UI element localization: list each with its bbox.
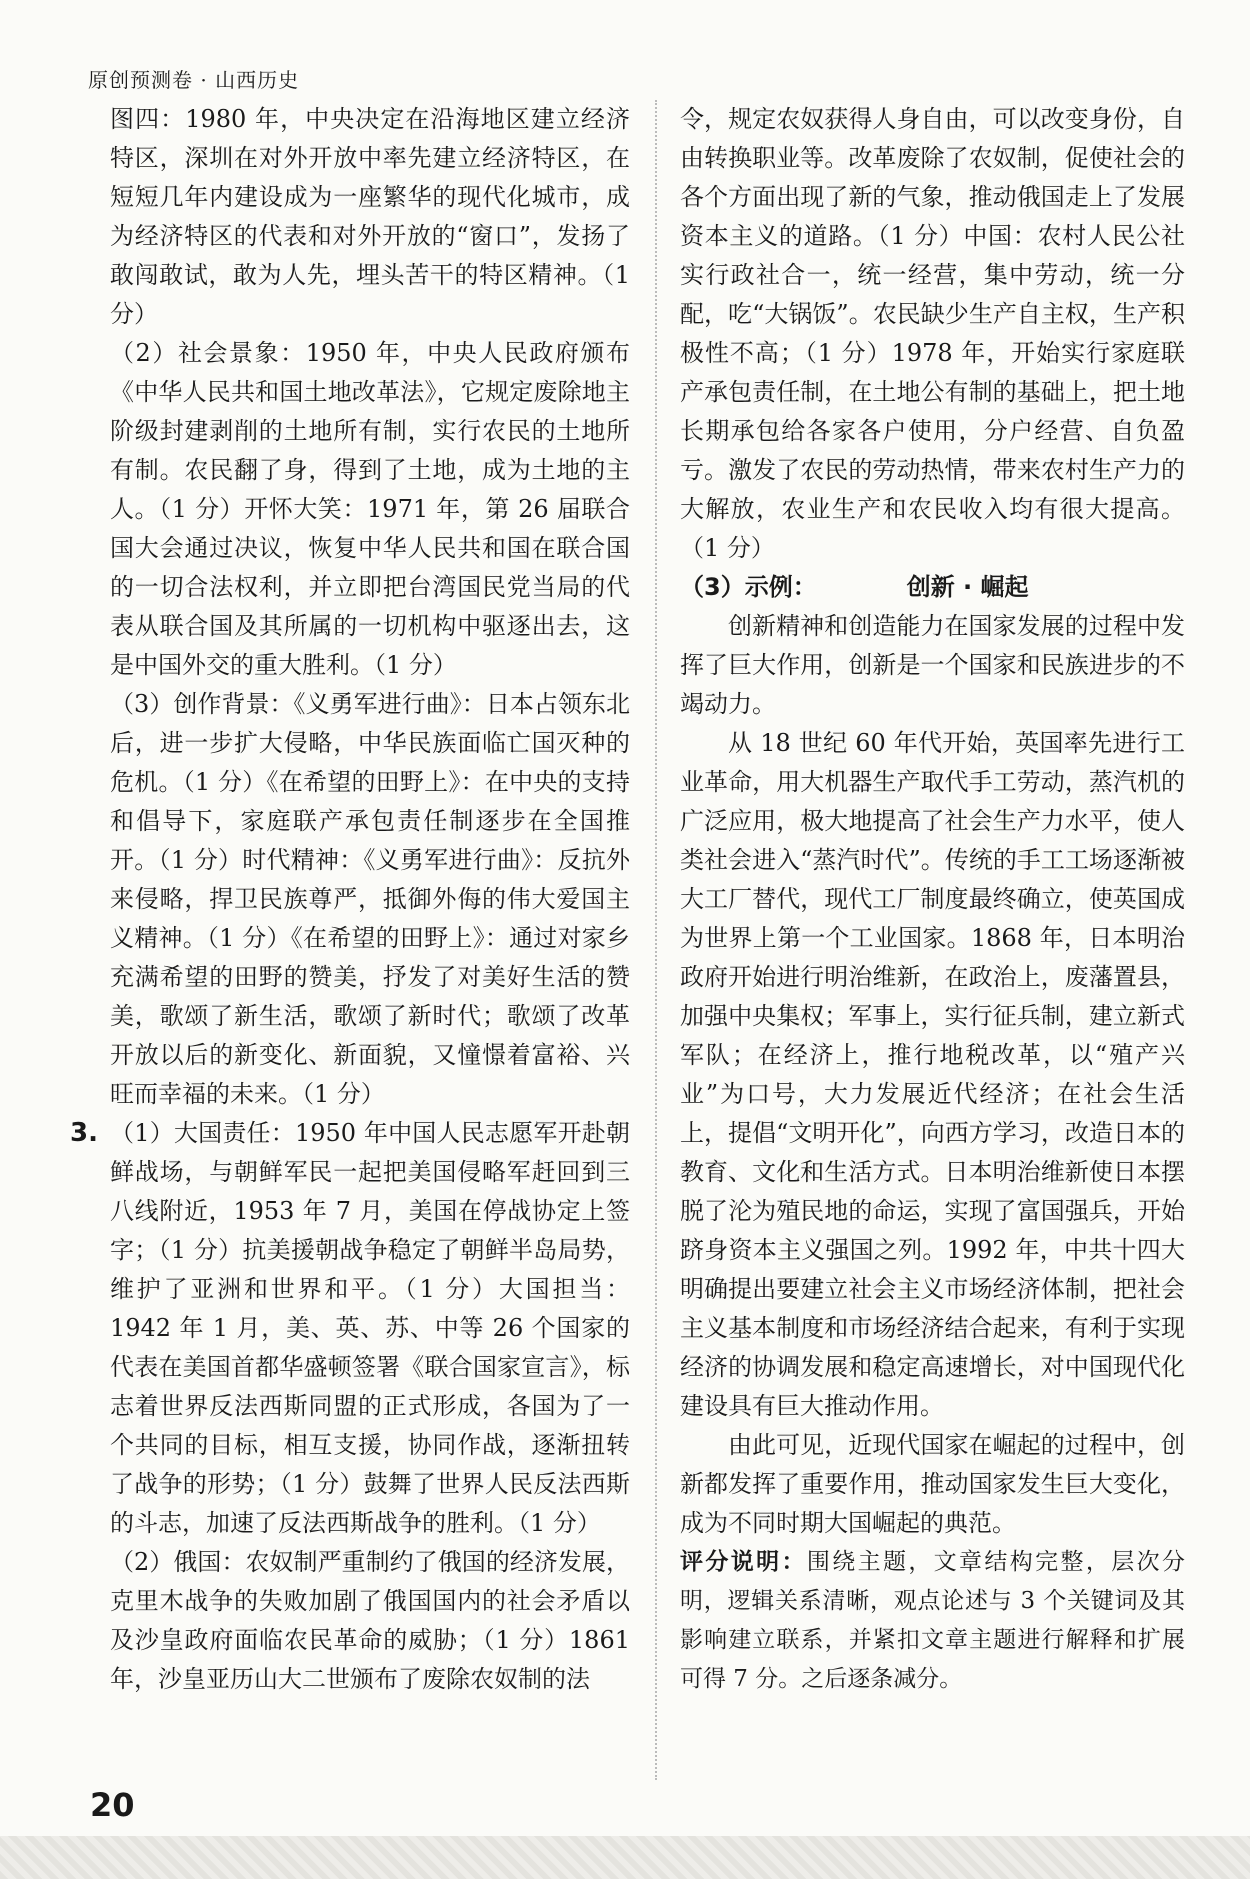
right-column xyxy=(680,100,1185,1699)
question-3-part-1-text: （1）大国责任：1950 年中国人民志愿军开赴朝鲜战场，与朝鲜军民一起把美国侵略军赶回到三八线附近，1953 年 7 月，美国在停战协定上签字；（1 分）抗美援朝战争稳定了朝鲜半岛局势，维护了亚洲和世界和平。（1 分）大国担当：1942 年 1 月，美、英、苏、中等 26 个国家的代表在美国首都华盛顿签署《联合国家宣言》，标志着世界反法西斯同盟的正式形成，各国为了一个共同的目标，相互支援，协同作战，逐渐扭转了战争的形势；（1 分）鼓舞了世界人民反法西斯的斗志，加速了反法西斯战争的胜利。（1 分） xyxy=(110,1119,630,1537)
question-number: 3. xyxy=(70,1118,98,1148)
sample-title: 创新 · 崛起 xyxy=(906,573,1029,601)
running-header: 原创预测卷 · 山西历史 xyxy=(88,68,300,92)
sample-label: （3）示例： xyxy=(680,573,817,601)
left-paragraph-1: 图四：1980 年，中央决定在沿海地区建立经济特区，深圳在对外开放中率先建立经济特区，在短短几年内建设成为一座繁华的现代化城市，成为经济特区的代表和对外开放的“窗口”，发扬了敢闯敢试，敢为人先，埋头苦干的特区精神。（1 分） xyxy=(110,105,630,328)
left-column xyxy=(70,100,630,1699)
left-paragraph-2: （2）社会景象：1950 年，中央人民政府颁布《中华人民共和国土地改革法》，它规定废除地主阶级封建剥削的土地所有制，实行农民的土地所有制。农民翻了身，得到了土地，成为土地的主人。（1 分）开怀大笑：1971 年，第 26 届联合国大会通过决议，恢复中华人民共和国在联合国的一切合法权利，并立即把台湾国民党当局的代表从联合国及其所属的一切机构中驱逐出去，这是中国外交的重大胜利。（1 分） xyxy=(110,339,630,679)
rubric-text: 围绕主题，文章结构完整，层次分明，逻辑关系清晰，观点论述与 3 个关键词及其影响建立联系，并紧扣文章主题进行解释和扩展可得 7 分。之后逐条减分。 xyxy=(680,1549,1186,1692)
essay-paragraph-3: 由此可见，近现代国家在崛起的过程中，创新都发挥了重要作用，推动国家发生巨大变化，成为不同时期大国崛起的典范。 xyxy=(680,1431,1185,1537)
question-3-part-1 xyxy=(70,1114,630,1543)
rubric xyxy=(680,1543,1185,1699)
rubric-label: 评分说明： xyxy=(680,1549,807,1575)
essay-paragraph-2: 从 18 世纪 60 年代开始，英国率先进行工业革命，用大机器生产取代手工劳动，蒸汽机的广泛应用，极大地提高了社会生产力水平，使人类社会进入“蒸汽时代”。传统的手工工场逐渐被大工厂替代，现代工厂制度最终确立，使英国成为世界上第一个工业国家。1868 年，日本明治政府开始进行明治维新，在政治上，废藩置县，加强中央集权；军事上，实行征兵制，建立新式军队；在经济上，推行地税改革，以“殖产兴业”为口号，大力发展近代经济；在社会生活上，提倡“文明开化”，向西方学习，改造日本的教育、文化和生活方式。日本明治维新使日本摆脱了沦为殖民地的命运，实现了富国强兵，开始跻身资本主义强国之列。1992 年，中共十四大明确提出要建立社会主义市场经济体制，把社会主义基本制度和市场经济结合起来，有利于实现经济的协调发展和稳定高速增长，对中国现代化建设具有巨大推动作用。 xyxy=(680,729,1185,1420)
bottom-decorative-band xyxy=(0,1836,1250,1879)
sample-heading xyxy=(680,568,1185,607)
question-3-part-2: （2）俄国：农奴制严重制约了俄国的经济发展，克里木战争的失败加剧了俄国国内的社会矛盾以及沙皇政府面临农民革命的威胁；（1 分）1861 年，沙皇亚历山大二世颁布了废除农奴制的法 xyxy=(110,1548,630,1693)
right-continuation: 令，规定农奴获得人身自由，可以改变身份，自由转换职业等。改革废除了农奴制，促使社会的各个方面出现了新的气象，推动俄国走上了发展资本主义的道路。（1 分）中国：农村人民公社实行政社合一，统一经营，集中劳动，统一分配，吃“大锅饭”。农民缺少生产自主权，生产积极性不高；（1 分）1978 年，开始实行家庭联产承包责任制，在土地公有制的基础上，把土地长期承包给各家各户使用，分户经营、自负盈亏。激发了农民的劳动热情，带来农村生产力的大解放，农业生产和农民收入均有很大提高。（1 分） xyxy=(680,105,1185,562)
essay-paragraph-1: 创新精神和创造能力在国家发展的过程中发挥了巨大作用，创新是一个国家和民族进步的不竭动力。 xyxy=(680,612,1185,718)
page-number: 20 xyxy=(90,1786,135,1824)
column-divider xyxy=(655,100,657,1780)
left-paragraph-3: （3）创作背景：《义勇军进行曲》：日本占领东北后，进一步扩大侵略，中华民族面临亡国灭种的危机。（1 分）《在希望的田野上》：在中央的支持和倡导下，家庭联产承包责任制逐步在全国推开。（1 分）时代精神：《义勇军进行曲》：反抗外来侵略，捍卫民族尊严，抵御外侮的伟大爱国主义精神。（1 分）《在希望的田野上》：通过对家乡充满希望的田野的赞美，抒发了对美好生活的赞美，歌颂了新生活，歌颂了新时代；歌颂了改革开放以后的新变化、新面貌，又憧憬着富裕、兴旺而幸福的未来。（1 分） xyxy=(110,690,630,1108)
